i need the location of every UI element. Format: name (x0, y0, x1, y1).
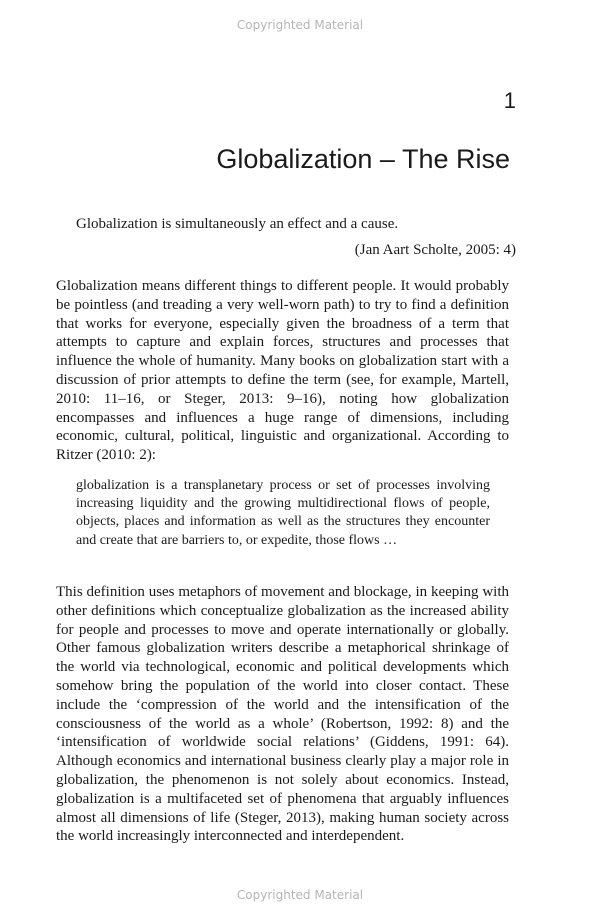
chapter-title: Globalization – The Rise (216, 144, 510, 174)
body-paragraph-1: Globalization means different things to different people. It would probably be pointless (and treading a very well-worn path) to try to find a definition that works for everyone, especially given the broadness of a term that attempts to capture and explain forces, structures and processes that influence the whole of humanity. Many books on globalization start with a discussion of prior attempts to define the term (see, for example, Martell, 2010: 11–16, or Steger, 2013: 9–16), noting how globalization encompasses and influences a huge range of dimensions, including economic, cultural, political, linguistic and organizational. According to Ritzer (2010: 2): (56, 278, 509, 464)
body-paragraph-2: This definition uses metaphors of movement and blockage, in keeping with other definitions which conceptualize globalization as the increased ability for people and processes to move and operate internationally or globally. Other famous globalization writers describe a metaphorical shrinkage of the world via technological, economic and political developments which somehow bring the population of the world into closer contact. These include the ‘compression of the world and the intensification of the consciousness of the world as a whole’ (Robertson, 1992: 8) and the ‘intensification of worldwide social relations’ (Giddens, 1991: 64). Although economics and international business clearly play a major role in globalization, the phenomenon is not solely about economics. Instead, globalization is a multifaceted set of phenomena that arguably influences almost all dimensions of life (Steger, 2013), making human society across the world increasingly interconnected and interdependent. (56, 584, 509, 845)
copyright-watermark-top: Copyrighted Material (236, 18, 364, 32)
block-quote: globalization is a transplanetary process or set of processes involving increasing liquidity and the growing multidirectional flows of people, objects, places and information as well as the structures they encounter and create that are barriers to, or expedite, those flows … (76, 478, 490, 548)
chapter-number: 1 (503, 88, 516, 113)
epigraph-source: (Jan Aart Scholte, 2005: 4) (354, 242, 516, 258)
copyright-watermark-bottom: Copyrighted Material (236, 888, 364, 902)
epigraph-quote: Globalization is simultaneously an effect and a cause. (76, 216, 399, 232)
